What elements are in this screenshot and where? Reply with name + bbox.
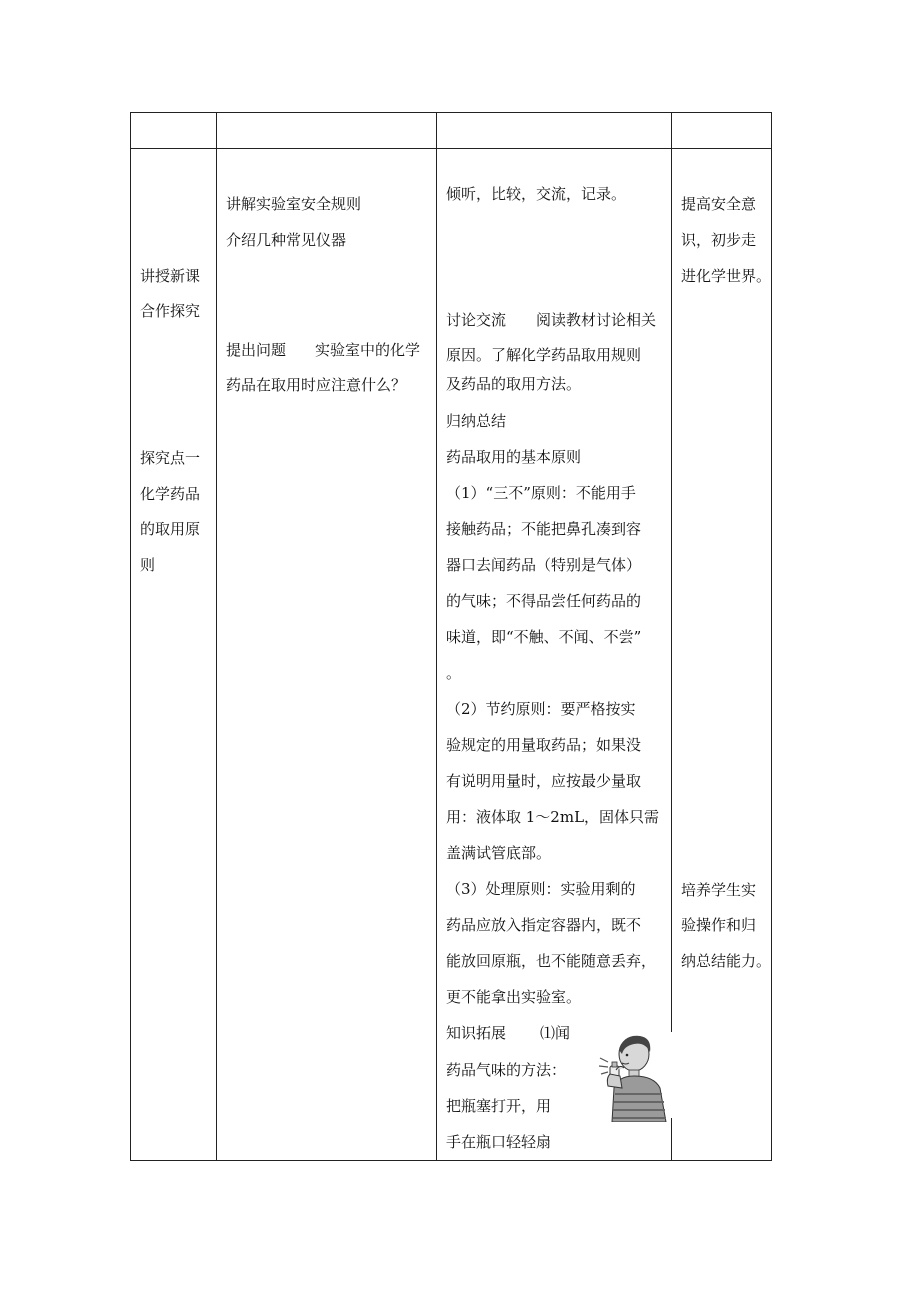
- col3-rule3-line: （3）处理原则：实验用剩的: [446, 880, 636, 898]
- col3-line: 阅读教材讨论相关: [536, 311, 657, 329]
- table-left-border: [130, 112, 131, 1161]
- col3-rule1-line: 器口去闻药品（特别是气体）: [446, 556, 642, 574]
- col4-line: 培养学生实: [681, 881, 757, 899]
- col3-rule2-line: 用：液体取 1～2mL，固体只需: [446, 808, 660, 826]
- col2-question-label: 提出问题: [226, 341, 287, 359]
- col3-rule2-line: （2）节约原则：要严格按实: [446, 700, 636, 718]
- col3-rule2-line: 盖满试管底部。: [446, 844, 552, 862]
- col1-line: 则: [140, 556, 156, 574]
- col3-extension-line: 药品气味的方法：: [446, 1061, 567, 1079]
- col3-rule3-line: 能放回原瓶，也不能随意丢弃，: [446, 952, 657, 970]
- col3-line: 及药品的取用方法。: [446, 375, 582, 393]
- col4-line: 验操作和归: [681, 916, 757, 934]
- col1-line: 探究点一: [140, 449, 201, 467]
- col3-line: 倾听，比较，交流，记录。: [446, 185, 627, 203]
- table-bottom-border: [130, 1160, 772, 1161]
- table-header-divider: [130, 148, 772, 149]
- col3-rule1-line: （1）“三不”原则：不能用手: [446, 484, 636, 502]
- table-top-border: [130, 112, 772, 113]
- col-divider-2: [436, 112, 437, 1161]
- person-smelling-bottle-illustration: [596, 1030, 672, 1122]
- col4-line: 识，初步走: [681, 231, 757, 249]
- col3-line: 药品取用的基本原则: [446, 448, 582, 466]
- odor-lines-icon: [599, 1058, 608, 1074]
- col-divider-3b: [671, 1118, 672, 1161]
- col1-line: 合作探究: [140, 302, 201, 320]
- col3-extension-line: 手在瓶口轻轻扇: [446, 1133, 552, 1151]
- col-divider-3a: [671, 112, 672, 1032]
- col3-extension-label: 知识拓展: [446, 1024, 507, 1042]
- col2-line: 讲解实验室安全规则: [226, 195, 362, 213]
- col3-rule1-line: 。: [446, 664, 462, 682]
- col3-line: 归纳总结: [446, 412, 507, 430]
- col4-line: 进化学世界。: [681, 267, 772, 285]
- col3-rule3-line: 药品应放入指定容器内，既不: [446, 916, 642, 934]
- col3-line: 讨论交流: [446, 311, 507, 329]
- col2-question-text: 实验室中的化学: [315, 341, 421, 359]
- col2-question-text: 药品在取用时应注意什么？: [226, 376, 407, 394]
- table-right-border: [771, 112, 772, 1161]
- col1-line: 讲授新课: [140, 267, 201, 285]
- col-divider-1: [216, 112, 217, 1161]
- col2-line: 介绍几种常见仪器: [226, 231, 347, 249]
- col3-line: 原因。了解化学药品取用规则: [446, 346, 642, 364]
- col3-rule1-line: 接触药品；不能把鼻孔凑到容: [446, 520, 642, 538]
- col4-line: 提高安全意: [681, 195, 757, 213]
- col3-extension-number: ⑴闻: [540, 1024, 571, 1042]
- col3-rule2-line: 验规定的用量取药品；如果没: [446, 736, 642, 754]
- col1-line: 的取用原: [140, 520, 201, 538]
- col3-rule3-line: 更不能拿出实验室。: [446, 988, 582, 1006]
- col3-rule1-line: 味道，即“不触、不闻、不尝”: [446, 628, 642, 646]
- col1-line: 化学药品: [140, 485, 201, 503]
- col3-rule1-line: 的气味；不得品尝任何药品的: [446, 592, 642, 610]
- col4-line: 纳总结能力。: [681, 952, 772, 970]
- col3-extension-line: 把瓶塞打开，用: [446, 1097, 552, 1115]
- col3-rule2-line: 有说明用量时，应按最少量取: [446, 772, 642, 790]
